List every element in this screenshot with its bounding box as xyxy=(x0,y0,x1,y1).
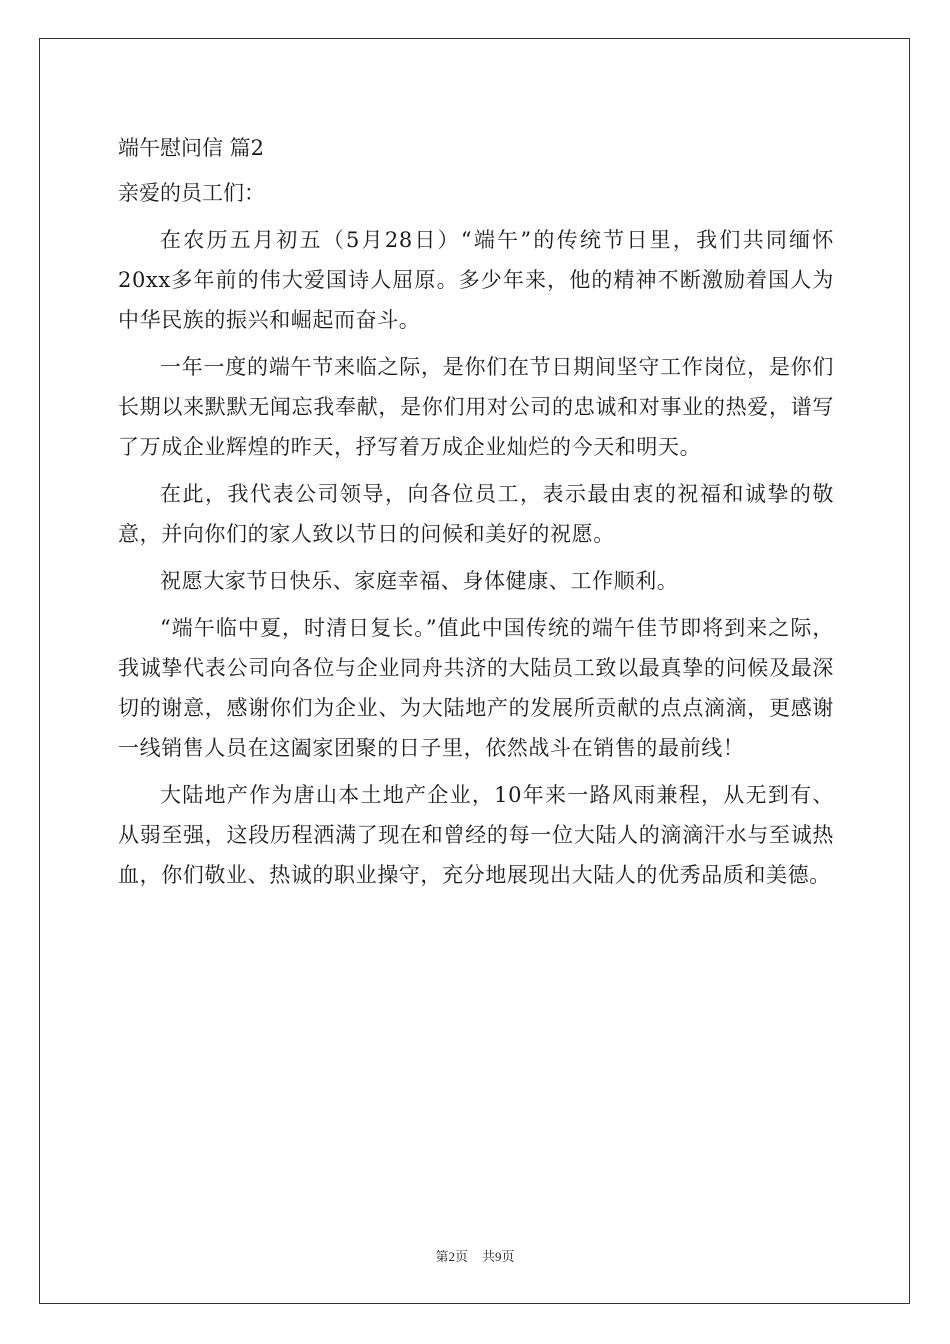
salutation: 亲爱的员工们： xyxy=(118,181,265,205)
paragraph-5: “端午临中夏，时清日复长。”值此中国传统的端午佳节即将到来之际，我诚挚代表公司向各位与企业同舟共济的大陆员工致以最真挚的问候及最深切的谢意，感谢你们为企业、为大陆地产的发展所贡献的点点滴滴，更感谢一线销售人员在这阖家团聚的日子里，依然战斗在销售的最前线！ xyxy=(118,616,834,760)
page-footer xyxy=(0,1246,950,1265)
paragraph-6: 大陆地产作为唐山本土地产企业，10年来一路风雨兼程，从无到有、从弱至强，这段历程洒满了现在和曾经的每一位大陆人的滴滴汗水与至诚热血，你们敬业、热诚的职业操守，充分地展现出大陆人的优秀品质和美德。 xyxy=(118,783,834,887)
page-number: 第2页 xyxy=(435,1249,468,1264)
document-heading: 端午慰问信 篇2 xyxy=(118,136,265,160)
paragraph-4: 祝愿大家节日快乐、家庭幸福、身体健康、工作顺利。 xyxy=(160,569,679,593)
paragraph-1: 在农历五月初五（5月28日）“端午”的传统节日里，我们共同缅怀20xx多年前的伟大爱国诗人屈原。多少年来，他的精神不断激励着国人为中华民族的振兴和崛起而奋斗。 xyxy=(118,228,834,332)
paragraph-3: 在此，我代表公司领导，向各位员工，表示最由衷的祝福和诚挚的敬意，并向你们的家人致以节日的问候和美好的祝愿。 xyxy=(118,482,834,546)
document-body xyxy=(118,128,834,902)
total-pages: 共9页 xyxy=(482,1249,515,1264)
paragraph-2: 一年一度的端午节来临之际，是你们在节日期间坚守工作岗位，是你们长期以来默默无闻忘我奉献，是你们用对公司的忠诚和对事业的热爱，谱写了万成企业辉煌的昨天，抒写着万成企业灿烂的今天和明天。 xyxy=(118,355,834,459)
